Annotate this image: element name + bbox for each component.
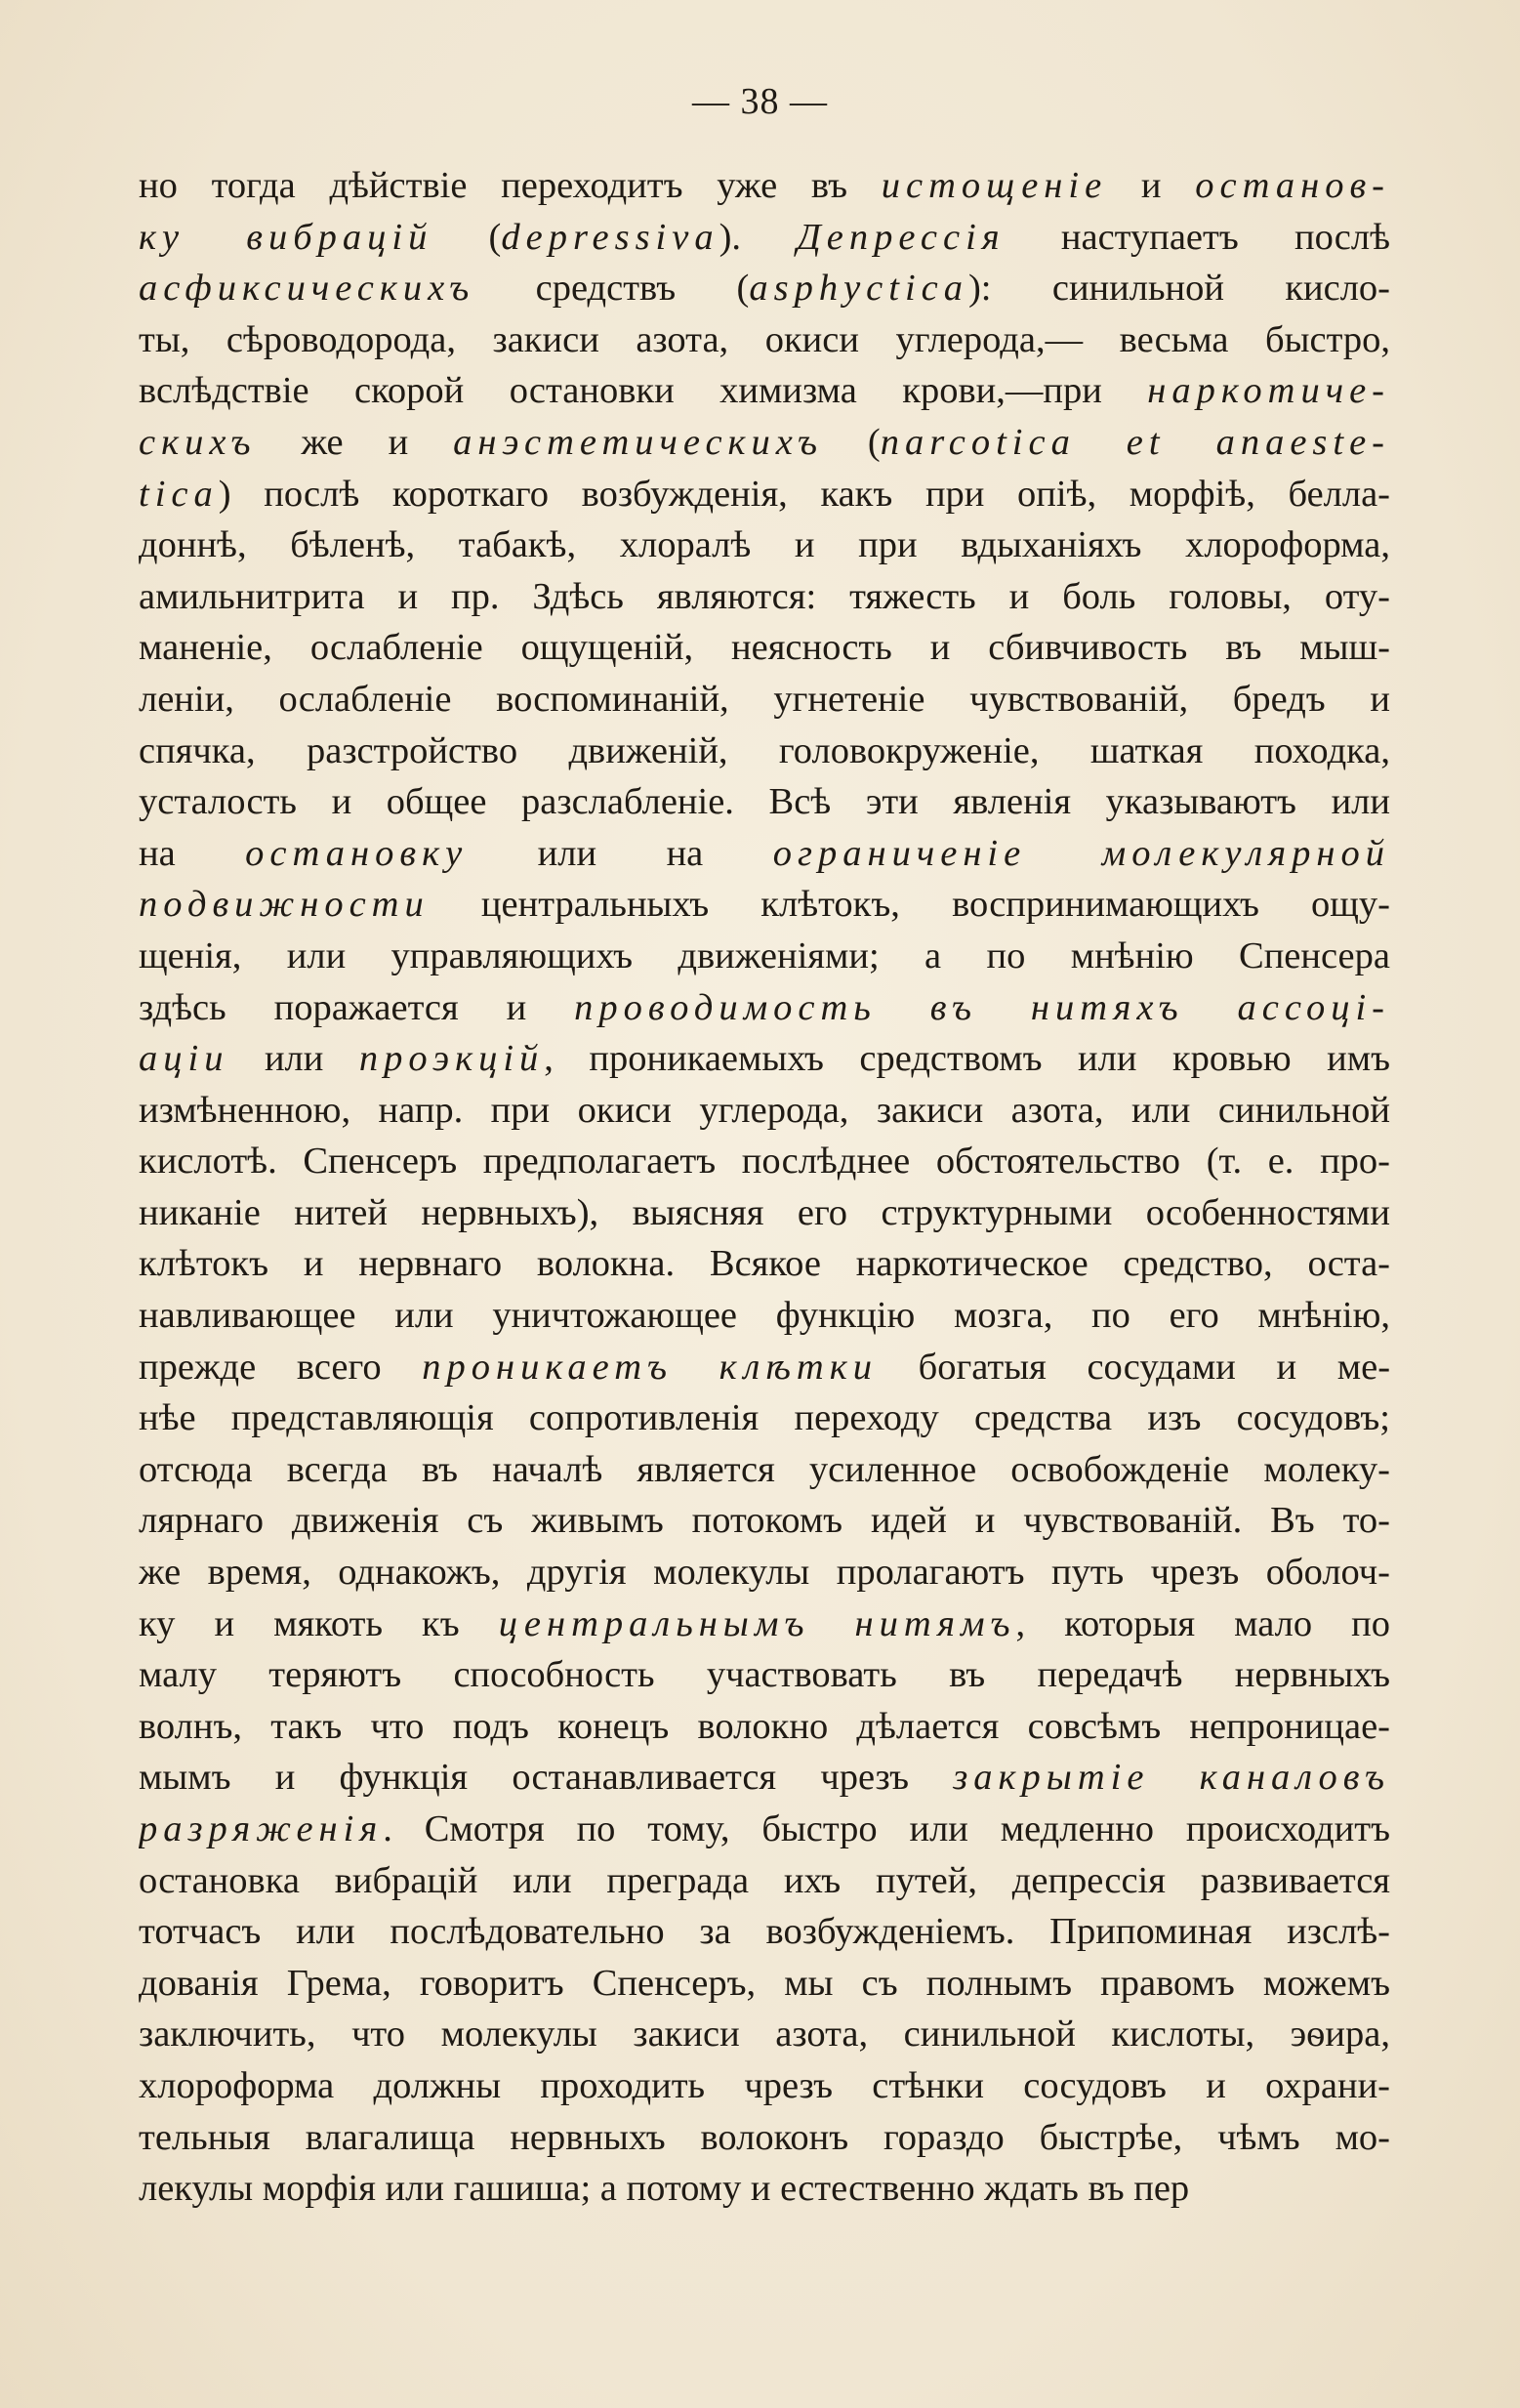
emphasized-text: аціи [139, 1038, 229, 1080]
text-segment: хлороформа должны проходить чрезъ стѣнки сосудовъ и охрани- [139, 2064, 1390, 2106]
text-line [139, 776, 1390, 828]
text-segment: волнъ, такъ что подъ конецъ волокно дѣлается совсѣмъ непроницае- [139, 1705, 1390, 1747]
emphasized-text: Депрессія [797, 216, 1006, 258]
text-line [139, 1598, 1390, 1650]
text-segment: ты, сѣроводорода, закиси азота, окиси углерода,— весьма быстро, [139, 318, 1390, 360]
text-segment: же и [256, 421, 454, 463]
text-line [139, 1136, 1390, 1187]
text-line [139, 2060, 1390, 2112]
text-segment: ку и мякоть къ [139, 1602, 499, 1644]
emphasized-text: проэкцій [358, 1038, 545, 1080]
text-segment: навливающее или уничтожающее функцію мозга, по его мнѣнію, [139, 1295, 1390, 1337]
text-line [139, 2163, 1390, 2215]
emphasized-text: асфиксическихъ [139, 268, 475, 310]
text-line [139, 726, 1390, 777]
text-segment: , которыя мало по [1015, 1602, 1390, 1644]
text-segment: наступаетъ послѣ [1005, 216, 1390, 258]
text-line [139, 1085, 1390, 1137]
text-line [139, 1495, 1390, 1547]
emphasized-text: закрытіе каналовъ [953, 1757, 1390, 1799]
emphasized-text: narcotica et anaeste- [880, 421, 1390, 463]
text-segment: отсюда всегда въ началѣ является усиленное освобожденіе молеку- [139, 1448, 1390, 1490]
body-text [139, 160, 1390, 2215]
text-segment: спячка, разстройство движеній, головокруженіе, шаткая походка, [139, 729, 1390, 771]
text-line [139, 1547, 1390, 1598]
text-segment: ). [719, 216, 798, 258]
text-line [139, 931, 1390, 982]
text-line [139, 1238, 1390, 1290]
text-segment: мымъ и функція останавливается чрезъ [139, 1757, 954, 1799]
text-segment: вслѣдствіе скорой остановки химизма крови,—при [139, 370, 1148, 412]
text-line [139, 2112, 1390, 2164]
emphasized-text: разряженія [139, 1808, 384, 1849]
text-segment: ( [432, 216, 502, 258]
text-segment: или на [468, 832, 773, 874]
text-line [139, 1701, 1390, 1753]
emphasized-text: наркотиче- [1147, 370, 1390, 412]
text-segment: же время, однакожъ, другія молекулы пролагаютъ путь чрезъ оболоч- [139, 1552, 1390, 1594]
emphasized-text: проводимость въ нитяхъ ассоці- [574, 986, 1390, 1028]
text-segment: , проникаемыхъ средствомъ или кровью имъ [544, 1038, 1390, 1080]
text-line [139, 674, 1390, 726]
text-line [139, 1649, 1390, 1701]
emphasized-text: скихъ [139, 421, 257, 463]
text-segment: дованія Грема, говоритъ Спенсеръ, мы съ полнымъ правомъ можемъ [139, 1962, 1390, 2004]
text-segment: клѣтокъ и нервнаго волокна. Всякое наркотическое средство, оста- [139, 1243, 1390, 1285]
emphasized-text: подвижности [139, 884, 430, 926]
emphasized-text: tica [139, 473, 219, 515]
emphasized-text: depressiva [501, 216, 719, 258]
text-segment: маненіе, ослабленіе ощущеній, неясность и сбивчивость въ мыш- [139, 627, 1390, 669]
text-segment: малу теряютъ способность участвовать въ передачѣ нервныхъ [139, 1654, 1390, 1696]
text-segment: усталость и общее разслабленіе. Всѣ эти явленія указываютъ или [139, 781, 1390, 823]
text-segment: здѣсь поражается и [139, 986, 575, 1028]
text-segment: тотчасъ или послѣдовательно за возбужденіемъ. Припоминая изслѣ- [139, 1911, 1390, 1953]
text-segment: нѣе представляющія сопротивленія переходу средства изъ сосудовъ; [139, 1397, 1390, 1439]
text-line [139, 1855, 1390, 1907]
emphasized-text: анэстетическихъ [453, 421, 823, 463]
text-segment: щенія, или управляющихъ движеніями; а по мнѣнію Спенсера [139, 934, 1390, 976]
text-segment: ): синильной кисло- [967, 268, 1390, 310]
text-line [139, 622, 1390, 674]
text-line [139, 365, 1390, 417]
text-segment: центральныхъ клѣтокъ, воспринимающихъ ощу- [429, 884, 1390, 926]
text-segment: богатыя сосудами и ме- [878, 1346, 1390, 1388]
text-line [139, 2009, 1390, 2060]
emphasized-text: ограниченіе молекулярной [772, 832, 1390, 874]
text-line [139, 1290, 1390, 1342]
text-segment: средствъ ( [474, 268, 750, 310]
text-line [139, 879, 1390, 931]
text-segment: лярнаго движенія съ живымъ потокомъ идей и чувствованій. Въ то- [139, 1500, 1390, 1542]
text-line [139, 1392, 1390, 1444]
text-line [139, 212, 1390, 264]
text-line [139, 1752, 1390, 1804]
text-segment: кислотѣ. Спенсеръ предполагаетъ послѣднее обстоятельство (т. е. про- [139, 1141, 1390, 1183]
text-segment: заключить, что молекулы закиси азота, синильной кислоты, эѳира, [139, 2014, 1390, 2055]
text-line [139, 314, 1390, 366]
emphasized-text: останов- [1195, 165, 1390, 206]
text-segment: прежде всего [139, 1346, 423, 1388]
text-segment: на [139, 832, 246, 874]
text-segment: лекулы морфія или гашиша; а потому и естественно ждать въ пер [139, 2168, 1190, 2210]
text-segment: и [1107, 165, 1196, 206]
page-number: — 38 — [692, 81, 828, 122]
emphasized-text: проникаетъ клѣтки [422, 1346, 878, 1388]
text-segment: никаніе нитей нервныхъ), выясняя его структурными особенностями [139, 1191, 1390, 1233]
emphasized-text: центральнымъ нитямъ [498, 1602, 1016, 1644]
text-segment: тельныя влагалища нервныхъ волоконъ гораздо быстрѣе, чѣмъ мо- [139, 2116, 1390, 2158]
text-line [139, 1033, 1390, 1085]
text-line [139, 1444, 1390, 1496]
text-segment: ( [822, 421, 881, 463]
emphasized-text: остановку [245, 832, 469, 874]
text-line [139, 469, 1390, 520]
text-line [139, 1342, 1390, 1393]
text-segment: измѣненною, напр. при окиси углерода, закиси азота, или синильной [139, 1089, 1390, 1131]
text-segment: или [228, 1038, 359, 1080]
text-line [139, 1906, 1390, 1958]
text-segment: но тогда дѣйствіе переходитъ уже въ [139, 165, 882, 206]
emphasized-text: ку вибрацій [139, 216, 433, 258]
text-line [139, 160, 1390, 212]
text-line [139, 982, 1390, 1034]
emphasized-text: истощеніе [881, 165, 1108, 206]
text-segment: . Смотря по тому, быстро или медленно происходитъ [383, 1808, 1390, 1849]
text-segment: леніи, ослабленіе воспоминаній, угнетеніе чувствованій, бредъ и [139, 678, 1390, 720]
text-segment: доннѣ, бѣленѣ, табакѣ, хлоралѣ и при вдыханіяхъ хлороформа, [139, 524, 1390, 566]
text-line [139, 828, 1390, 880]
text-line [139, 571, 1390, 623]
emphasized-text: asphyctica [749, 268, 968, 310]
text-segment: ) послѣ короткаго возбужденія, какъ при опіѣ, морфіѣ, белла- [218, 473, 1390, 515]
text-segment: амильнитрита и пр. Здѣсь являются: тяжесть и боль головы, оту- [139, 575, 1390, 617]
text-line [139, 417, 1390, 469]
text-line [139, 263, 1390, 314]
text-line [139, 519, 1390, 571]
text-line [139, 1187, 1390, 1239]
text-line [139, 1958, 1390, 2010]
text-line [139, 1804, 1390, 1855]
text-segment: остановка вибрацій или преграда ихъ путей, депрессія развивается [139, 1859, 1390, 1901]
